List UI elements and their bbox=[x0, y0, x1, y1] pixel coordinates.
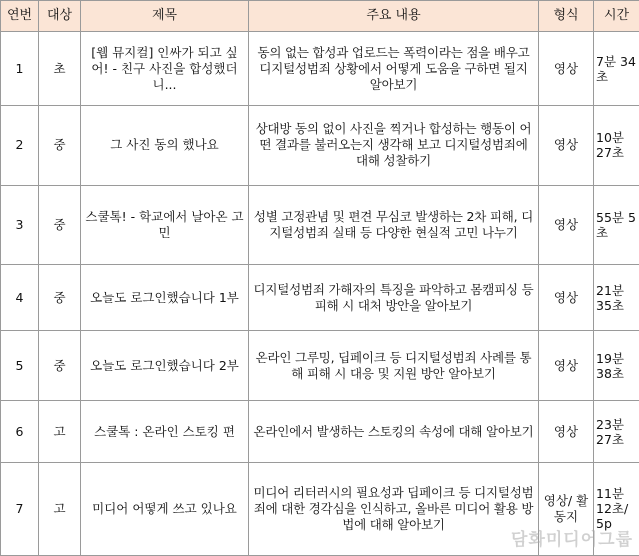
cell-title: 미디어 어떻게 쓰고 있나요 bbox=[81, 462, 249, 555]
cell-content: 동의 없는 합성과 업로드는 폭력이라는 점을 배우고 디지털성범죄 상황에서 어떻게 도움을 구하면 될지 알아보기 bbox=[249, 32, 539, 106]
watermark-logo: 담화미디어그룹 bbox=[511, 530, 633, 550]
cell-content: 상대방 동의 없이 사진을 찍거나 합성하는 행동이 어떤 결과를 불러오는지 생각해 보고 디지털성범죄에 대해 성찰하기 bbox=[249, 106, 539, 185]
cell-content: 온라인에서 발생하는 스토킹의 속성에 대해 알아보기 bbox=[249, 401, 539, 463]
cell-target: 중 bbox=[39, 185, 81, 264]
cell-title: 오늘도 로그인했습니다 1부 bbox=[81, 265, 249, 331]
cell-time: 11분 12초/ 5p bbox=[594, 462, 639, 555]
cell-title: 그 사진 동의 했나요 bbox=[81, 106, 249, 185]
cell-title: 스쿨톡 : 온라인 스토킹 편 bbox=[81, 401, 249, 463]
cell-format: 영상 bbox=[539, 265, 594, 331]
cell-format: 영상 bbox=[539, 185, 594, 264]
cell-no: 7 bbox=[1, 462, 39, 555]
cell-no: 6 bbox=[1, 401, 39, 463]
table-row bbox=[1, 401, 639, 463]
cell-content: 온라인 그루밍, 딥페이크 등 디지털성범죄 사례를 통해 피해 시 대응 및 지원 방안 알아보기 bbox=[249, 331, 539, 401]
cell-target: 중 bbox=[39, 331, 81, 401]
cell-format: 영상/ 활동지 bbox=[539, 462, 594, 555]
header-format: 형식 bbox=[539, 1, 594, 32]
cell-title: 오늘도 로그인했습니다 2부 bbox=[81, 331, 249, 401]
cell-no: 2 bbox=[1, 106, 39, 185]
cell-time: 55분 5초 bbox=[594, 185, 639, 264]
cell-no: 3 bbox=[1, 185, 39, 264]
table-row bbox=[1, 32, 639, 106]
table-header-row bbox=[1, 1, 639, 32]
cell-time: 21분 35초 bbox=[594, 265, 639, 331]
table-row bbox=[1, 462, 639, 555]
cell-content: 미디어 리터러시의 필요성과 딥페이크 등 디지털성범죄에 대한 경각심을 인식하고, 올바른 미디어 활용 방법에 대해 알아보기 bbox=[249, 462, 539, 555]
cell-target: 중 bbox=[39, 265, 81, 331]
cell-format: 영상 bbox=[539, 331, 594, 401]
header-time: 시간 bbox=[594, 1, 639, 32]
cell-title: [웹 뮤지컬] 인싸가 되고 싶어! - 친구 사진을 합성했더니... bbox=[81, 32, 249, 106]
header-title: 제목 bbox=[81, 1, 249, 32]
cell-time: 23분 27초 bbox=[594, 401, 639, 463]
header-content: 주요 내용 bbox=[249, 1, 539, 32]
cell-content: 디지털성범죄 가해자의 특징을 파악하고 몸캠피싱 등 피해 시 대처 방안을 알아보기 bbox=[249, 265, 539, 331]
cell-target: 초 bbox=[39, 32, 81, 106]
cell-time: 7분 34초 bbox=[594, 32, 639, 106]
cell-format: 영상 bbox=[539, 32, 594, 106]
cell-title: 스쿨톡! - 학교에서 날아온 고민 bbox=[81, 185, 249, 264]
table-row bbox=[1, 331, 639, 401]
header-no: 연번 bbox=[1, 1, 39, 32]
cell-content: 성별 고정관념 및 편견 무심코 발생하는 2차 피해, 디지털성범죄 실태 등 다양한 현실적 고민 나누기 bbox=[249, 185, 539, 264]
cell-target: 중 bbox=[39, 106, 81, 185]
table-row bbox=[1, 265, 639, 331]
table-row bbox=[1, 106, 639, 185]
cell-time: 19분 38초 bbox=[594, 331, 639, 401]
cell-time: 10분 27초 bbox=[594, 106, 639, 185]
cell-no: 4 bbox=[1, 265, 39, 331]
cell-format: 영상 bbox=[539, 106, 594, 185]
cell-format: 영상 bbox=[539, 401, 594, 463]
table-row bbox=[1, 185, 639, 264]
cell-target: 고 bbox=[39, 401, 81, 463]
cell-target: 고 bbox=[39, 462, 81, 555]
cell-no: 5 bbox=[1, 331, 39, 401]
cell-no: 1 bbox=[1, 32, 39, 106]
header-target: 대상 bbox=[39, 1, 81, 32]
